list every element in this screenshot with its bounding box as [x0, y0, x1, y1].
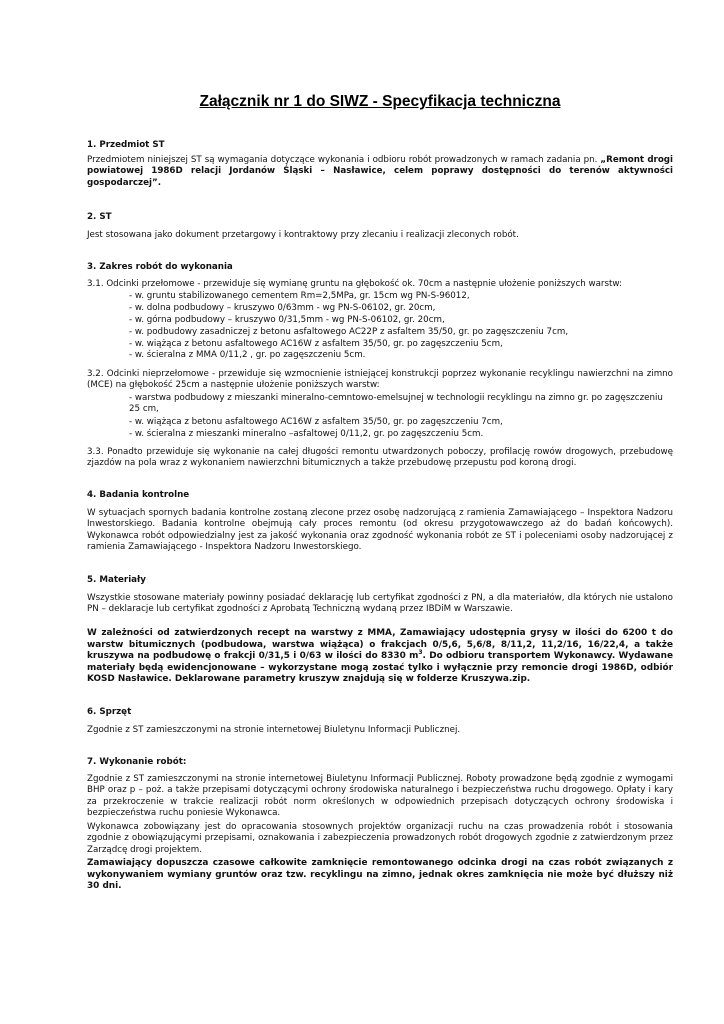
document-title: Załącznik nr 1 do SIWZ - Specyfikacja techniczna — [199, 93, 561, 110]
section-3-1-item: - w. podbudowy zasadniczej z betonu asfaltowego AC22P z asfaltem 35/50, gr. po zagęszczeniu 7cm, — [129, 327, 569, 337]
section-3-1-item: - w. górna podbudowy – kruszywo 0/31,5mm - wg PN-S-06102, gr. 20cm, — [129, 315, 445, 325]
section-3-3-text: 3.3. Ponadto przewiduje się wykonanie na całej długości remontu utwardzonych poboczy, profilację rowów drogowych, przebudowę zjazdów na pola wraz z wykonaniem nawierzchni bitumicznych a także przebudowę przepustu pod koroną drogi. — [87, 447, 673, 469]
section-7-closure-note: Zamawiający dopuszcza czasowe całkowite zamknięcie remontowanego odcinka drogi na czas robót związanych z wykonywaniem wymiany gruntów oraz tzw. recyklingu na zimno, jednak okres zamknięcia nie może być dłuższy niż 30 dni. — [87, 858, 673, 892]
aggregates-note-part-2: . Do odbioru transportem Wykonawcy. Wydawane materiały będą ewidencjonowane – wykorzystane mogą zostać tylko i wyłącznie przy remoncie drogi 1986D, odbiór KOSD Nasławice. Deklarowane parametry kruszyw znajdują się w folderze Kruszywa.zip. — [87, 651, 673, 685]
section-5-text: Wszystkie stosowane materiały powinny posiadać deklarację lub certyfikat zgodności z PN, a dla materiałów, dla których nie ustalono PN – deklaracje lub certyfikat zgodności z Aprobatą Techniczną wydaną przez IBDiM w Warszawie. — [87, 593, 673, 615]
section-1-task-name: „Remont drogi powiatowej 1986D relacji Jordanów Śląski – Nasławice, celem poprawy dostępności do terenów aktywności gospodarczej”. — [87, 155, 673, 188]
section-3-1-text: 3.1. Odcinki przełomowe - przewiduje się wymianę gruntu na głębokość ok. 70cm a następnie ułożenie poniższych warstw: — [87, 279, 622, 289]
section-3-1-item: - w. dolna podbudowy – kruszywo 0/63mm - wg PN-S-06102, gr. 20cm, — [129, 303, 436, 313]
section-7-heading: 7. Wykonanie robót: — [87, 757, 187, 767]
section-2-heading: 2. ST — [87, 212, 112, 222]
cubic-superscript: 3 — [418, 649, 423, 657]
section-5-aggregates-note — [87, 628, 673, 686]
section-4-text: W sytuacjach spornych badania kontrolne zostaną zlecone przez osobę nadzorującą z ramienia Zamawiającego – Inspektora Nadzoru Inwestorskiego. Badania kontrolne obejmują cały proces remontu (od okresu przygotowawczego aż do badań końcowych). Wykonawca robót odpowiedzialny jest za jakość wykonania oraz zgodność wykonania robót ze ST i poleceniami osoby nadzorującej z ramienia Zamawiającego - Inspektora Nadzoru Inwestorskiego. — [87, 508, 673, 553]
section-3-2-item: - w. ścieralna z mieszanki mineralno –asfaltowej 0/11,2, gr. po zagęszczeniu 5cm. — [129, 429, 484, 439]
section-3-2-text: 3.2. Odcinki nieprzełomowe - przewiduje się wzmocnienie istniejącej konstrukcji poprzez wykonanie recyklingu nawierzchni na zimno (MCE) na głębokość 25cm a następnie ułożenie poniższych warstw: — [87, 369, 673, 391]
aggregates-note-part-1: W zależności od zatwierdzonych recept na warstwy z MMA, Zamawiający udostępnia grysy w ilości do 6200 t do warstw bitumicznych (podbudowa, warstwa wiążąca) o frakcjach 0/5,6, 5,6/8, 8/11,2, 11,2/16, 16/22,4, a także kruszywa na podbudowę o frakcji 0/31,5 i 0/63 w ilości do 8330 m — [87, 628, 673, 662]
section-1-heading: 1. Przedmiot ST — [87, 140, 165, 150]
section-1-text — [87, 155, 673, 189]
section-3-1-item: - w. ścieralna z MMA 0/11,2 , gr. po zagęszczeniu 5cm. — [129, 350, 366, 360]
section-3-2-item: - w. wiążąca z betonu asfaltowego AC16W z asfaltem 35/50, gr. po zagęszczeniu 7cm, — [129, 417, 503, 427]
section-2-text: Jest stosowana jako dokument przetargowy i kontraktowy przy zlecaniu i realizacji zleconych robót. — [87, 230, 519, 240]
section-3-heading: 3. Zakres robót do wykonania — [87, 262, 233, 272]
section-1-text-plain: Przedmiotem niniejszej ST są wymagania dotyczące wykonania i odbioru robót prowadzonych w ramach zadania pn. — [87, 155, 601, 165]
section-7-text-2: Wykonawca zobowiązany jest do opracowania stosownych projektów organizacji ruchu na czas prowadzenia robót i stosowania zgodnie z obowiązującymi przepisami, oznakowania i zabezpieczenia prowadzonych robót drogowych zgodnie z zatwierdzonym przez Zarządcę drogi projektem. — [87, 822, 673, 855]
section-5-heading: 5. Materiały — [87, 575, 146, 585]
section-3-1-item: - w. gruntu stabilizowanego cementem Rm=2,5MPa, gr. 15cm wg PN-S-96012, — [129, 291, 470, 301]
section-7-text-1: Zgodnie z ST zamieszczonymi na stronie internetowej Biuletynu Informacji Publicznej. Roboty prowadzone będą zgodnie z wymogami BHP oraz p – poż. a także przepisami dotyczącymi ochrony środowiska naturalnego i bezpieczeństwa ruchu drogowego. Opłaty i kary za przekroczenie w trakcie realizacji robót norm określonych w odpowiednich przepisach dotyczących ochrony środowiska i bezpieczeństwa ruchu poniesie Wykonawca. — [87, 774, 673, 819]
section-6-text: Zgodnie z ST zamieszczonymi na stronie internetowej Biuletynu Informacji Publicznej. — [87, 725, 461, 735]
section-4-heading: 4. Badania kontrolne — [87, 490, 190, 500]
section-3-1-item: - w. wiążąca z betonu asfaltowego AC16W z asfaltem 35/50, gr. po zagęszczeniu 5cm, — [129, 339, 503, 349]
section-6-heading: 6. Sprzęt — [87, 707, 132, 717]
section-3-2-item: - warstwa podbudowy z mieszanki mineralno-cemntowo-emelsujnej w technologii recyklingu na zimno gr. po zagęszczeniu 25 cm, — [129, 393, 663, 415]
